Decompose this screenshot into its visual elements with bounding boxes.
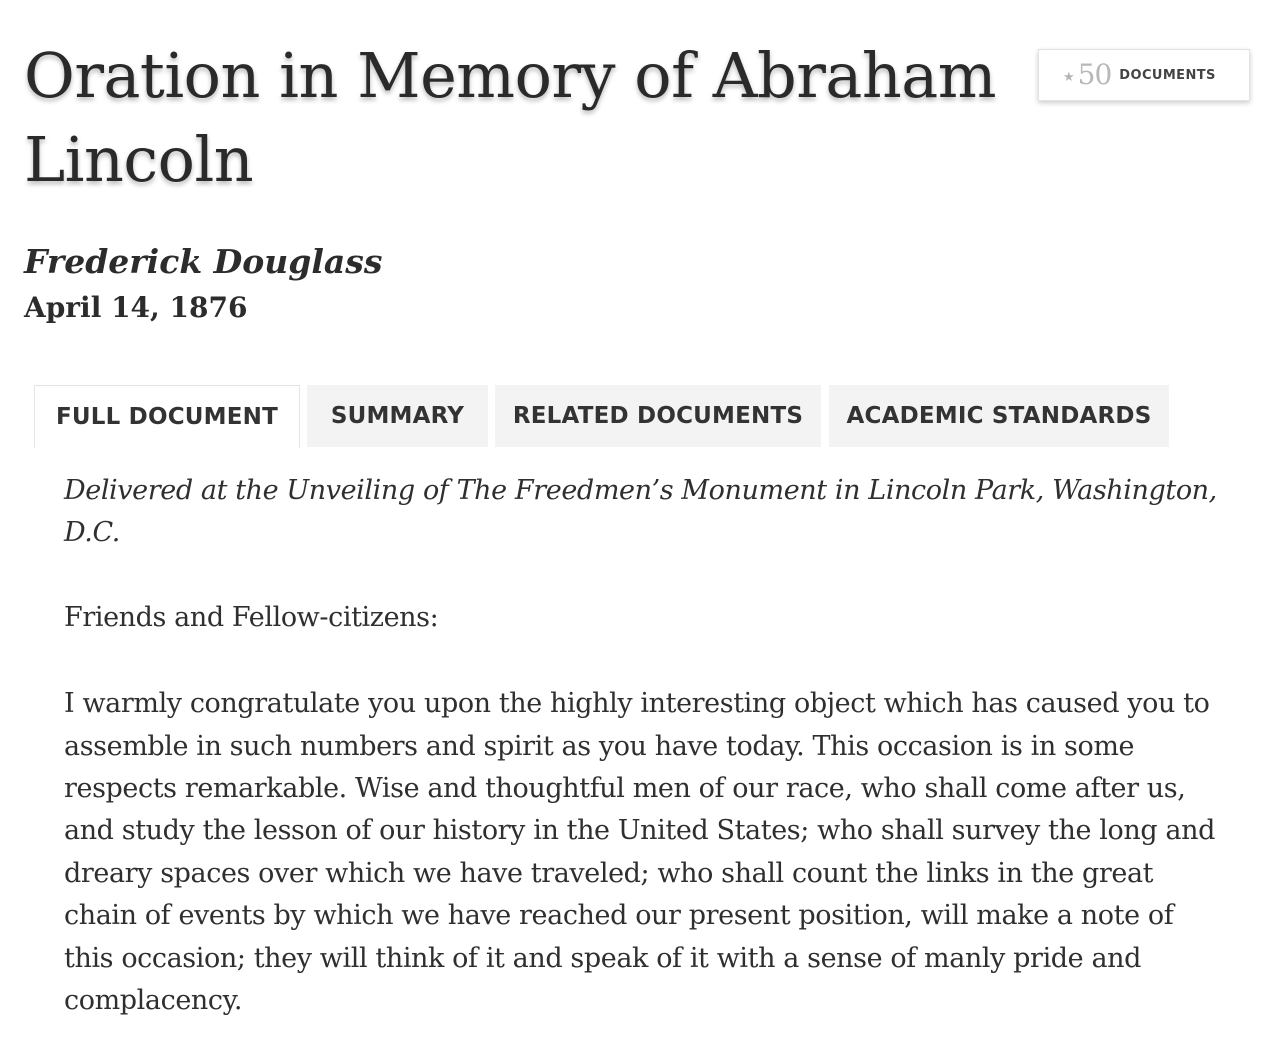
salutation: Friends and Fellow-citizens:: [64, 601, 439, 633]
badge-label: DOCUMENTS: [1119, 67, 1216, 83]
document-subtitle: Delivered at the Unveiling of The Freedmen’s Monument in Lincoln Park, Washington, D.C.: [64, 475, 1217, 549]
page-title: Oration in Memory of Abraham Lincoln: [24, 39, 997, 196]
body-paragraph: I warmly congratulate you upon the highly interesting object which has caused you to assemble in such numbers and spirit as you have today. This occasion is in some respects remarkable. Wise and thoughtful men of our race, who shall come after us, and study the lesson of our history in the United States; who shall survey the long and dreary spaces over which we have traveled; who shall count the links in the great chain of events by which we have reached our present position, will make a note of this occasion; they will think of it and speak of it with a sense of manly pride and complacency.: [64, 688, 1215, 1017]
tab-summary[interactable]: SUMMARY: [307, 385, 488, 447]
badge-number: 50: [1077, 58, 1112, 91]
tab-academic-standards[interactable]: ACADEMIC STANDARDS: [829, 385, 1169, 447]
fifty-documents-badge[interactable]: [1038, 49, 1250, 101]
star-icon: ★: [1063, 69, 1075, 85]
document-body: [64, 470, 1224, 1022]
tab-full-document[interactable]: FULL DOCUMENT: [34, 385, 300, 448]
author-name: Frederick Douglass: [24, 242, 383, 281]
tab-related-documents[interactable]: RELATED DOCUMENTS: [495, 385, 821, 447]
document-date: April 14, 1876: [24, 291, 248, 324]
